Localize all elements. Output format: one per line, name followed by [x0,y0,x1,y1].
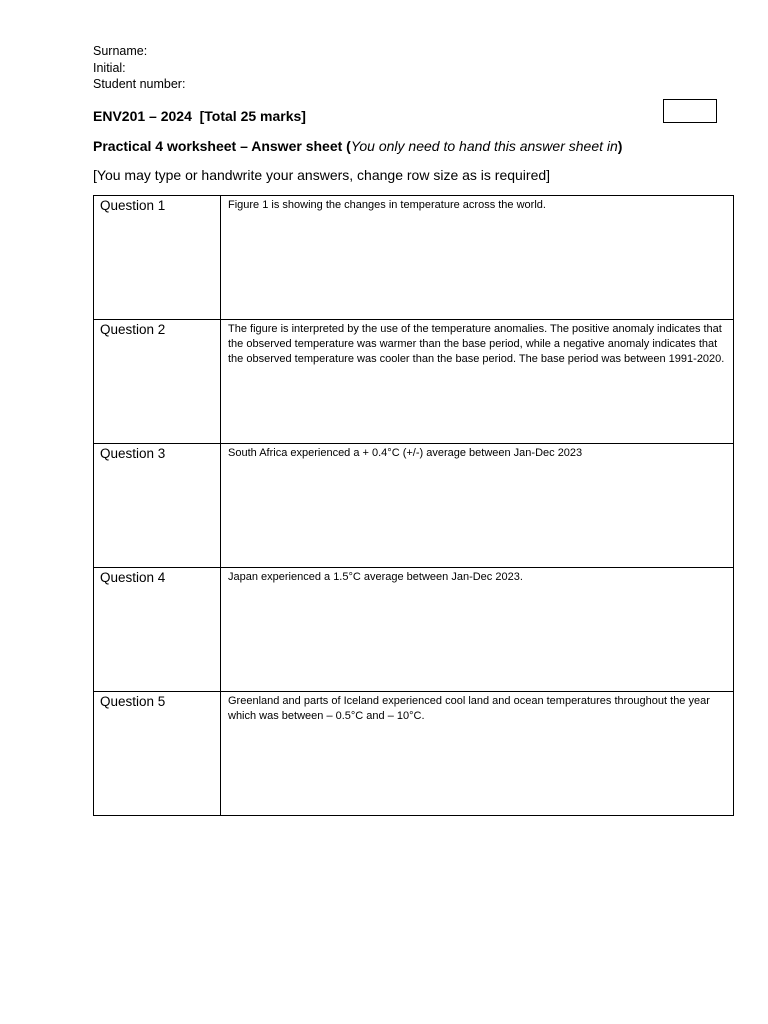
worksheet-title-main: Practical 4 worksheet – Answer sheet ( [93,138,351,154]
question-label: Question 2 [94,320,221,444]
question-label: Question 5 [94,692,221,816]
question-label: Question 3 [94,444,221,568]
table-row [94,196,734,320]
course-title: ENV201 – 2024 [Total 25 marks] [93,108,306,124]
instruction-text: [You may type or handwrite your answers, change row size as is required] [93,167,551,183]
answer-table [93,195,734,816]
answer-cell[interactable]: Greenland and parts of Iceland experienced cool land and ocean temperatures throughout the year which was between – 0.5°C and – 10°C. [221,692,734,816]
answer-cell[interactable]: South Africa experienced a + 0.4°C (+/-) average between Jan-Dec 2023 [221,444,734,568]
table-row [94,444,734,568]
table-row [94,692,734,816]
question-label: Question 4 [94,568,221,692]
table-row [94,320,734,444]
answer-cell[interactable]: The figure is interpreted by the use of the temperature anomalies. The positive anomaly indicates that the observed temperature was warmer than the base period, while a negative anomaly indicates that the observed temperature was cooler than the base period. The base period was between 1991-2020. [221,320,734,444]
answer-cell[interactable]: Japan experienced a 1.5°C average between Jan-Dec 2023. [221,568,734,692]
marks-box[interactable] [663,99,717,123]
worksheet-title-close: ) [617,138,623,154]
table-row [94,568,734,692]
question-label: Question 1 [94,196,221,320]
worksheet-title [93,138,622,154]
student-number-label: Student number: [93,77,186,91]
student-info-block [93,43,185,93]
initial-label: Initial: [93,60,126,75]
worksheet-title-note: You only need to hand this answer sheet in [350,138,618,154]
surname-label: Surname: [93,44,148,58]
answer-cell[interactable]: Figure 1 is showing the changes in temperature across the world. [221,196,734,320]
